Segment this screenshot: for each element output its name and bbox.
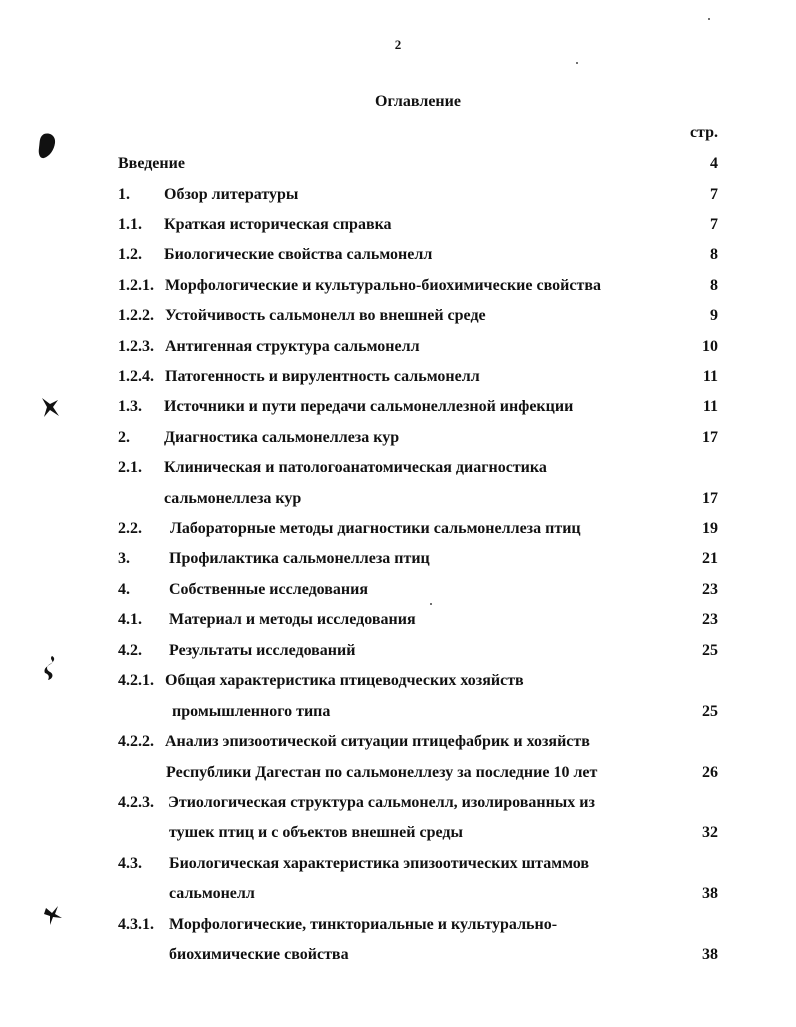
entry-page: 25 <box>702 703 718 720</box>
entry-title: Краткая историческая справка <box>164 216 392 233</box>
entry-page: 17 <box>702 429 718 446</box>
entry-title: Материал и методы исследования <box>169 611 416 628</box>
entry-title: Этиологическая структура сальмонелл, изолированных из <box>168 794 595 811</box>
entry-page: 26 <box>702 764 718 781</box>
ink-scribble-mark <box>40 654 62 682</box>
entry-title: тушек птиц и с объектов внешней среды <box>169 824 463 841</box>
entry-title: биохимические свойства <box>169 946 349 963</box>
entry-title: Биологическая характеристика эпизоотических штаммов <box>169 855 590 872</box>
entry-title: Собственные исследования <box>169 581 369 598</box>
entry-page: 7 <box>710 186 718 203</box>
page-column-header: стр. <box>689 124 718 141</box>
entry-title: Патогенность и вирулентность сальмонелл <box>165 368 480 385</box>
entry-page: 23 <box>702 611 718 628</box>
entry-title: Биологические свойства сальмонелл <box>164 246 433 263</box>
entry-title: Источники и пути передачи сальмонеллезной инфекции <box>164 398 574 415</box>
entry-page: 11 <box>702 398 718 415</box>
page-number: 2 <box>394 37 402 52</box>
entry-page: 38 <box>702 946 718 963</box>
entry-page: 23 <box>702 581 718 598</box>
ink-blot-mark <box>36 132 58 160</box>
entry-page: 19 <box>702 520 718 537</box>
entry-title: сальмонелл <box>169 885 255 902</box>
entry-page: 21 <box>702 550 718 567</box>
entry-title: Устойчивость сальмонелл во внешней среде <box>165 307 486 324</box>
entry-page: 9 <box>710 307 718 324</box>
entry-number: 1.2.2. <box>118 307 154 324</box>
entry-title: Введение <box>118 155 185 172</box>
entry-number: 4.2.1. <box>118 672 154 689</box>
entry-title: Морфологические, тинкториальные и культурально- <box>169 916 558 933</box>
entry-page: 4 <box>710 155 718 172</box>
ink-scribble-mark <box>38 394 62 420</box>
entry-page: 8 <box>710 277 718 294</box>
entry-title: Клиническая и патологоанатомическая диагностика <box>164 459 547 476</box>
entry-number: 4.3. <box>118 855 142 872</box>
entry-page: 32 <box>702 824 718 841</box>
entry-number: 3. <box>118 550 130 567</box>
entry-page: 25 <box>702 642 718 659</box>
dust-speck <box>708 18 710 20</box>
entry-page: 8 <box>710 246 718 263</box>
entry-title: Антигенная структура сальмонелл <box>165 338 420 355</box>
entry-number: 1.2.3. <box>118 338 154 355</box>
dust-speck <box>576 62 578 64</box>
entry-title: Анализ эпизоотической ситуации птицефабрик и хозяйств <box>165 733 590 750</box>
entry-title: Лабораторные методы диагностики сальмонеллеза птиц <box>170 520 581 537</box>
entry-number: 1.1. <box>118 216 142 233</box>
entry-page: 38 <box>702 885 718 902</box>
entry-title: Профилактика сальмонеллеза птиц <box>169 550 430 567</box>
entry-number: 4.2.2. <box>118 733 154 750</box>
entry-number: 1.3. <box>118 398 142 415</box>
entry-title: Общая характеристика птицеводческих хозяйств <box>165 672 524 689</box>
entry-title: Диагностика сальмонеллеза кур <box>164 429 400 446</box>
entry-number: 2.2. <box>118 520 142 537</box>
entry-title: Республики Дагестан по сальмонеллезу за последние 10 лет <box>166 764 598 781</box>
entry-number: 1.2.1. <box>118 277 154 294</box>
entry-title: Морфологические и культурально-биохимические свойства <box>165 277 601 294</box>
ink-scribble-mark <box>40 902 66 928</box>
entry-number: 2.1. <box>118 459 142 476</box>
entry-number: 2. <box>118 429 130 446</box>
entry-number: 4.2. <box>118 642 142 659</box>
entry-number: 1.2.4. <box>118 368 154 385</box>
toc-title: Оглавление <box>375 93 461 110</box>
dust-speck <box>430 603 432 605</box>
entry-title: промышленного типа <box>172 703 331 720</box>
entry-title: Результаты исследований <box>169 642 356 659</box>
entry-number: 1. <box>118 186 130 203</box>
entry-page: 11 <box>702 368 718 385</box>
entry-title: Обзор литературы <box>164 186 299 203</box>
entry-number: 1.2. <box>118 246 142 263</box>
entry-number: 4.1. <box>118 611 142 628</box>
entry-number: 4. <box>118 581 130 598</box>
entry-title: сальмонеллеза кур <box>164 490 302 507</box>
entry-page: 10 <box>702 338 718 355</box>
entry-page: 17 <box>702 490 718 507</box>
entry-page: 7 <box>710 216 718 233</box>
entry-number: 4.2.3. <box>118 794 154 811</box>
entry-number: 4.3.1. <box>118 916 154 933</box>
